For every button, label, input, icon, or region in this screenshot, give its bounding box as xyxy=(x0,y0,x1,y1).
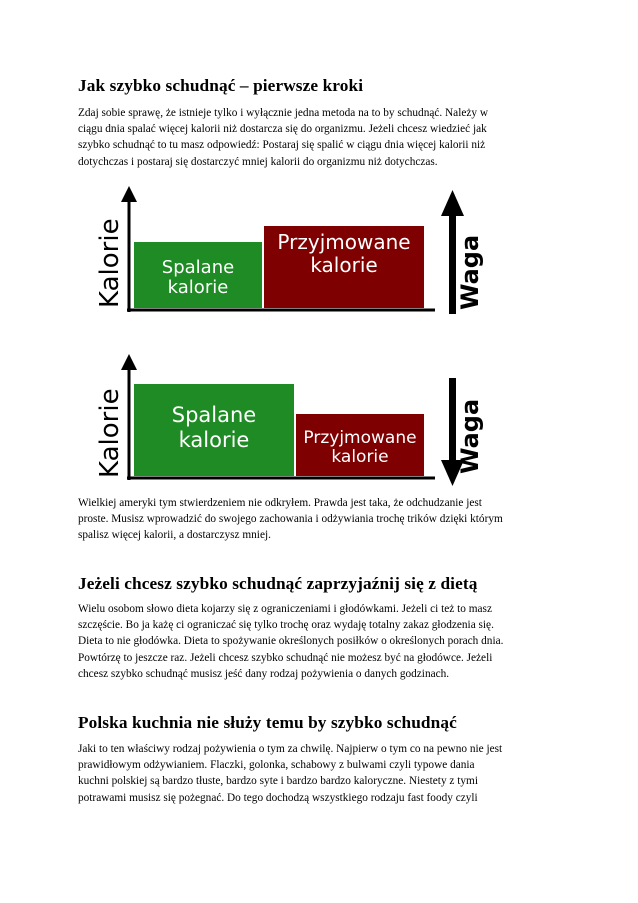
paragraph-line: Dieta to nie głodówka. Dieta to spożywanie określonych posiłków o określonych porach dnia. xyxy=(78,635,504,648)
paragraph-polish-cuisine xyxy=(78,741,502,806)
section-heading-diet: Jeżeli chcesz szybko schudnąć zaprzyjaźnij się z dietą xyxy=(78,574,478,593)
axis-label-calories: Kalorie xyxy=(95,218,125,308)
paragraph-line: Jaki to ten właściwy rodzaj pożywienia o tym za chwilę. Najpierw o tym co na pewno nie jest xyxy=(78,743,503,755)
bar-label-intake: kalorie xyxy=(310,253,378,277)
axis-label-calories: Kalorie xyxy=(95,388,125,478)
weight-label: Waga xyxy=(456,398,484,474)
weight-arrow-shaft xyxy=(449,378,456,464)
paragraph-line: szybko schudnąć to tu masz odpowiedź: Postaraj się spalić w ciągu dnia więcej kalorii niż xyxy=(78,139,486,152)
section-heading-first-steps: Jak szybko schudnąć – pierwsze kroki xyxy=(78,76,364,95)
diagram-panel-weight-down xyxy=(95,354,484,486)
paragraph-line: spalisz więcej kalorii, a dostarczysz mniej. xyxy=(78,529,271,542)
paragraph-line: Powtórzę to jeszcze raz. Jeżeli chcesz szybko schudnąć nie możesz być na głodówce. Jeżeli xyxy=(78,651,493,664)
paragraph-line: Wielkiej ameryki tym stwierdzeniem nie odkryłem. Prawda jest taka, że odchudzanie jest xyxy=(78,497,482,509)
paragraph-line: prawidłowym odżywianiem. Flaczki, golonka, schabowy z bulwami czyli typowe dania xyxy=(78,759,475,772)
paragraph-line: ciągu dnia spalać więcej kalorii niż dostarcza się do organizmu. Jeżeli chcesz wiedzieć jak xyxy=(78,123,487,136)
bar-label-intake: kalorie xyxy=(331,447,389,467)
y-axis-arrowhead xyxy=(121,186,137,202)
paragraph-line: kuchni polskiej są bardzo tłuste, bardzo syte i bardzo bardzo kaloryczne. Niestety z tymi xyxy=(78,775,478,788)
bar-label-intake: Przyjmowane xyxy=(303,428,417,448)
paragraph-line: chcesz szybko schudnąć musisz jeść dany rodzaj pożywienia o danych godzinach. xyxy=(78,667,450,680)
bar-label-burned: kalorie xyxy=(167,277,229,298)
paragraph-line: potrawami musisz się pożegnać. Do tego dochodzą wszystkiego rodzaju fast foody czyli xyxy=(78,791,478,804)
paragraph-line: Zdaj sobie sprawę, że istnieje tylko i wyłącznie jedna metoda na to by schudnąć. Należy w xyxy=(78,107,488,119)
paragraph-line: proste. Musisz wprowadzić do swojego zachowania i odżywiania trochę trików dzięki którym xyxy=(78,513,503,526)
calorie-weight-diagram xyxy=(83,186,484,488)
bar-label-burned: kalorie xyxy=(178,428,250,452)
section-heading-polish-cuisine: Polska kuchnia nie służy temu by szybko schudnąć xyxy=(78,713,457,732)
paragraph-after-diagram xyxy=(78,495,503,544)
paragraph-intro xyxy=(78,105,488,170)
paragraph-line: dotychczas i postaraj się dostarczyć mniej kalorii do organizmu niż dotychczas. xyxy=(78,155,438,168)
paragraph-line: Wielu osobom słowo dieta kojarzy się z ograniczeniami i głodówkami. Jeżeli ci też to masz xyxy=(78,603,492,615)
y-axis-arrowhead xyxy=(121,354,137,370)
bar-label-intake: Przyjmowane xyxy=(277,230,411,254)
weight-arrow-shaft xyxy=(449,214,456,314)
weight-label: Waga xyxy=(456,234,484,310)
bar-label-burned: Spalane xyxy=(171,403,257,427)
paragraph-diet xyxy=(78,601,503,682)
bar-label-burned: Spalane xyxy=(161,257,235,278)
paragraph-line: szczęście. Bo ja każę ci ograniczać się tylko trochę oraz wydaję totalny zakaz głodzenia się. xyxy=(78,619,494,632)
diagram-panel-weight-up xyxy=(95,186,484,314)
weight-arrow-up-icon xyxy=(441,190,464,216)
